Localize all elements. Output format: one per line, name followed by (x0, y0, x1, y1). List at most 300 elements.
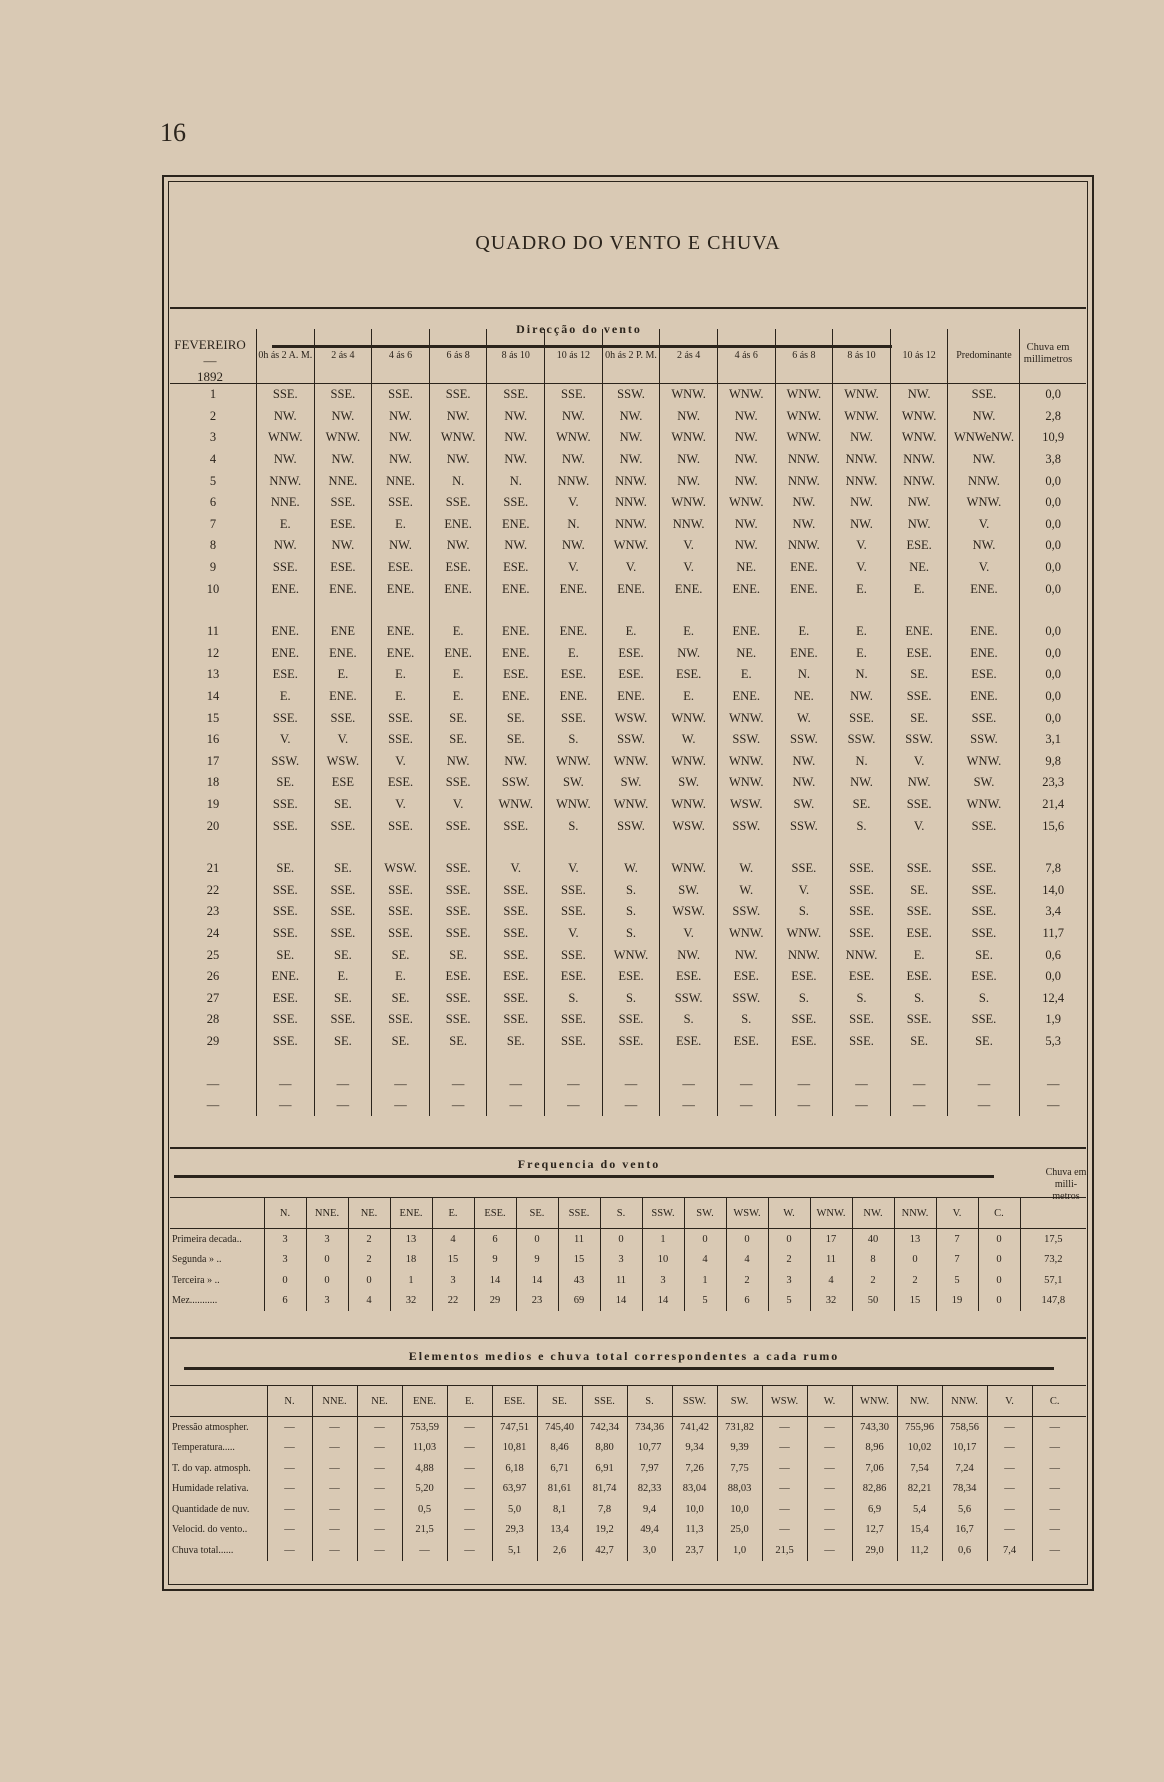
direction-cell: SSE. (833, 1009, 891, 1031)
predominant-cell: WNWeNW. (948, 427, 1020, 449)
direction-cell: SE. (487, 1031, 545, 1053)
element-cell: — (807, 1540, 852, 1561)
spacer-cell (1020, 837, 1086, 858)
direction-cell: WNW. (660, 384, 718, 406)
direction-cell: NW. (256, 449, 314, 471)
direction-cell: WNW. (717, 923, 775, 945)
direction-cell: WNW. (717, 707, 775, 729)
direction-cell: SSE. (890, 686, 948, 708)
spacer-cell (545, 837, 603, 858)
direction-column-header: E. (432, 1198, 474, 1229)
predominant-cell: WNW. (948, 751, 1020, 773)
element-cell: — (762, 1479, 807, 1500)
day-cell: 21 (206, 861, 220, 876)
direction-cell: ENE. (487, 621, 545, 643)
frequency-cell: 1 (684, 1270, 726, 1291)
frequency-cell: 2 (852, 1270, 894, 1291)
direction-cell: V. (833, 557, 891, 579)
direction-cell: SSE. (372, 923, 430, 945)
direction-cell: ESE. (775, 966, 833, 988)
direction-cell: S. (775, 987, 833, 1009)
direction-cell: NNW. (833, 449, 891, 471)
spacer-cell (256, 1052, 314, 1073)
direction-cell: V. (602, 557, 660, 579)
direction-cell: V. (890, 815, 948, 837)
direction-cell: V. (545, 557, 603, 579)
direction-cell: ESE. (487, 557, 545, 579)
direction-cell: V. (545, 858, 603, 880)
spacer-cell (545, 600, 603, 621)
frequency-cell: 10 (642, 1250, 684, 1271)
predominant-cell: NNW. (948, 470, 1020, 492)
direction-cell: — (660, 1073, 718, 1095)
element-cell: 758,56 (942, 1417, 987, 1438)
day-cell: — (206, 1098, 220, 1113)
element-cell: — (987, 1499, 1032, 1520)
direction-cell: WNW. (717, 772, 775, 794)
element-cell: 11,2 (897, 1540, 942, 1561)
element-cell: — (357, 1438, 402, 1459)
direction-cell: WNW. (833, 384, 891, 406)
spacer-cell (602, 837, 660, 858)
direction-cell: SE. (314, 794, 372, 816)
direction-cell: SSE. (545, 707, 603, 729)
direction-cell: ESE. (256, 987, 314, 1009)
direction-cell: SSW. (660, 987, 718, 1009)
direction-cell: — (372, 1095, 430, 1117)
direction-cell: N. (833, 664, 891, 686)
table-row (170, 751, 1086, 773)
direction-cell: ESE. (372, 557, 430, 579)
element-cell: — (762, 1417, 807, 1438)
direction-cell: ENE. (545, 686, 603, 708)
direction-cell: SW. (545, 772, 603, 794)
direction-cell: ENE. (717, 621, 775, 643)
predominant-cell: SSE. (948, 923, 1020, 945)
direction-cell: E. (660, 686, 718, 708)
table-row (170, 1291, 1086, 1312)
direction-cell: WSW. (314, 751, 372, 773)
direction-cell: E. (660, 621, 718, 643)
direction-cell: W. (717, 858, 775, 880)
frequency-cell: 9 (516, 1250, 558, 1271)
direction-cell: ESE. (602, 664, 660, 686)
direction-cell: NW. (890, 384, 948, 406)
spacer-cell (372, 1052, 430, 1073)
direction-cell: SSW. (256, 751, 314, 773)
element-cell: 9,4 (627, 1499, 672, 1520)
direction-cell: NNW. (890, 449, 948, 471)
direction-cell: E. (372, 686, 430, 708)
element-cell: — (267, 1479, 312, 1500)
element-cell: 10,17 (942, 1438, 987, 1459)
rain-cell: 14,0 (1020, 879, 1086, 901)
predominant-cell: WNW. (948, 492, 1020, 514)
element-cell: — (807, 1417, 852, 1438)
element-cell: 10,77 (627, 1438, 672, 1459)
element-cell: 5,0 (492, 1499, 537, 1520)
direction-cell: SE. (833, 794, 891, 816)
spacer-cell (256, 837, 314, 858)
frequency-cell: 50 (852, 1291, 894, 1312)
element-cell: — (1032, 1499, 1077, 1520)
frequency-cell: 5 (684, 1291, 726, 1312)
day-cell: 22 (206, 882, 220, 897)
rain-cell: 0,6 (1020, 944, 1086, 966)
direction-cell: SSE. (372, 1009, 430, 1031)
direction-cell: SSE. (545, 1009, 603, 1031)
rain-cell: 73,2 (1020, 1250, 1086, 1271)
direction-cell: — (775, 1073, 833, 1095)
predominant-cell: ESE. (948, 664, 1020, 686)
direction-cell: WNW. (660, 427, 718, 449)
element-cell: 9,34 (672, 1438, 717, 1459)
frequency-cell: 0 (978, 1291, 1020, 1312)
frequency-cell: 1 (642, 1229, 684, 1250)
direction-cell: V. (314, 729, 372, 751)
direction-column-header: SE. (537, 1386, 582, 1417)
direction-cell: SSE. (256, 707, 314, 729)
direction-cell: NNW. (545, 470, 603, 492)
rain-cell: 3,1 (1020, 729, 1086, 751)
direction-cell: SSE. (429, 987, 487, 1009)
direction-cell: E. (314, 966, 372, 988)
element-cell: 753,59 (402, 1417, 447, 1438)
spacer-cell (660, 837, 718, 858)
direction-column-header: C. (1032, 1386, 1077, 1417)
direction-cell: V. (833, 535, 891, 557)
direction-cell: SSE. (429, 901, 487, 923)
table-row (170, 1417, 1086, 1438)
direction-cell: WNW. (890, 406, 948, 428)
element-cell: — (357, 1540, 402, 1561)
direction-cell: NW. (717, 406, 775, 428)
direction-cell: SSE. (545, 944, 603, 966)
predominant-cell: ENE. (948, 578, 1020, 600)
direction-cell: ENE. (256, 578, 314, 600)
direction-cell: SSE. (487, 879, 545, 901)
direction-cell: NW. (314, 406, 372, 428)
direction-cell: WSW. (602, 707, 660, 729)
element-cell: — (267, 1499, 312, 1520)
frequency-cell: 15 (432, 1250, 474, 1271)
time-column-header: 8 ás 10 (833, 329, 891, 384)
table-row (170, 557, 1086, 579)
direction-cell: ESE. (487, 966, 545, 988)
day-cell: 2 (209, 408, 217, 423)
direction-cell: ESE. (372, 772, 430, 794)
direction-cell: ENE. (660, 578, 718, 600)
direction-cell: WNW. (660, 794, 718, 816)
direction-cell: NW. (487, 449, 545, 471)
direction-column-header: NE. (357, 1386, 402, 1417)
spacer-cell (545, 1052, 603, 1073)
elements-header: Elementos medios e chuva total correspondentes a cada rumo (408, 1349, 840, 1363)
frequency-cell: 29 (474, 1291, 516, 1312)
frequency-cell: 0 (264, 1270, 306, 1291)
direction-cell: SSE. (372, 492, 430, 514)
element-cell: 745,40 (537, 1417, 582, 1438)
rain-cell: 11,7 (1020, 923, 1086, 945)
direction-cell: WNW. (775, 427, 833, 449)
frequency-cell: 32 (390, 1291, 432, 1312)
direction-cell: S. (545, 815, 603, 837)
direction-cell: WNW. (602, 794, 660, 816)
spacer-cell (314, 1052, 372, 1073)
table-row (170, 470, 1086, 492)
element-cell: 42,7 (582, 1540, 627, 1561)
element-cell: 19,2 (582, 1520, 627, 1541)
element-cell: 6,71 (537, 1458, 582, 1479)
direction-cell: SSE. (429, 772, 487, 794)
rain-cell: 3,4 (1020, 901, 1086, 923)
direction-column-header: SW. (717, 1386, 762, 1417)
spacer-cell (487, 837, 545, 858)
element-cell: 82,33 (627, 1479, 672, 1500)
time-column-header: 0h ás 2 A. M. (256, 329, 314, 384)
direction-cell: SSE. (314, 384, 372, 406)
direction-cell: NNW. (602, 514, 660, 536)
direction-cell: SSE. (833, 707, 891, 729)
frequency-cell: 7 (936, 1229, 978, 1250)
element-cell: — (312, 1499, 357, 1520)
element-cell: 10,81 (492, 1438, 537, 1459)
direction-cell: SSW. (833, 729, 891, 751)
frequency-header: Frequencia do vento (517, 1157, 661, 1171)
predominant-cell: — (948, 1095, 1020, 1117)
direction-cell: WSW. (372, 858, 430, 880)
element-cell: 8,46 (537, 1438, 582, 1459)
direction-cell: SSE. (256, 901, 314, 923)
direction-cell: ESE. (660, 664, 718, 686)
element-cell: — (267, 1540, 312, 1561)
day-cell: 26 (206, 969, 220, 984)
direction-column-header: NNW. (894, 1198, 936, 1229)
direction-cell: SSW. (717, 729, 775, 751)
corner-cell (170, 1198, 264, 1229)
direction-cell: S. (602, 923, 660, 945)
direction-cell: NNW. (833, 944, 891, 966)
direction-cell: WNW. (660, 492, 718, 514)
direction-cell: ESE. (602, 643, 660, 665)
direction-cell: NW. (256, 535, 314, 557)
predominant-cell: NW. (948, 535, 1020, 557)
direction-cell: NW. (833, 492, 891, 514)
day-cell: 7 (209, 516, 217, 531)
frequency-cell: 0 (894, 1250, 936, 1271)
element-cell: 7,8 (582, 1499, 627, 1520)
direction-cell: SSE. (602, 1009, 660, 1031)
rain-cell: 0,0 (1020, 384, 1086, 406)
direction-cell: SSE. (487, 492, 545, 514)
element-cell: 742,34 (582, 1417, 627, 1438)
direction-cell: SE. (890, 1031, 948, 1053)
direction-cell: SSE. (833, 879, 891, 901)
spacer-cell (948, 600, 1020, 621)
direction-cell: NW. (717, 470, 775, 492)
direction-cell: NNW. (775, 535, 833, 557)
direction-cell: SSE. (429, 858, 487, 880)
direction-cell: NW. (775, 751, 833, 773)
corner-cell (170, 1386, 267, 1417)
element-cell: 12,7 (852, 1520, 897, 1541)
rain-cell: — (1020, 1095, 1086, 1117)
day-cell: 15 (206, 710, 220, 725)
direction-cell: SE. (314, 944, 372, 966)
predominant-cell: ENE. (948, 621, 1020, 643)
direction-cell: S. (833, 815, 891, 837)
spacer-cell (1077, 1386, 1086, 1417)
direction-cell: SSE. (429, 384, 487, 406)
direction-cell: NW. (372, 535, 430, 557)
direction-cell: V. (372, 794, 430, 816)
direction-cell: SSW. (890, 729, 948, 751)
frequency-cell: 5 (936, 1270, 978, 1291)
row-label: Chuva total...... (172, 1544, 234, 1556)
element-cell: — (987, 1458, 1032, 1479)
element-cell: 8,1 (537, 1499, 582, 1520)
predominant-cell: SSE. (948, 879, 1020, 901)
direction-cell: SW. (660, 879, 718, 901)
direction-cell: NW. (660, 643, 718, 665)
page-number: 16 (160, 118, 186, 147)
direction-column-header: WSW. (726, 1198, 768, 1229)
direction-header: Direcção do vento (516, 322, 642, 336)
direction-cell: SE. (256, 772, 314, 794)
direction-cell: ENE. (890, 621, 948, 643)
element-cell: 83,04 (672, 1479, 717, 1500)
element-cell: 29,3 (492, 1520, 537, 1541)
rain-cell: 10,9 (1020, 427, 1086, 449)
direction-cell: WNW. (717, 384, 775, 406)
direction-cell: — (314, 1073, 372, 1095)
frequency-cell: 0 (348, 1270, 390, 1291)
element-cell: 1,0 (717, 1540, 762, 1561)
table-row (170, 578, 1086, 600)
direction-cell: SE. (256, 858, 314, 880)
direction-cell: E. (717, 664, 775, 686)
element-cell: 5,1 (492, 1540, 537, 1561)
direction-cell: NE. (890, 557, 948, 579)
rain-cell: 3,8 (1020, 449, 1086, 471)
frequency-cell: 4 (726, 1250, 768, 1271)
element-cell: — (447, 1499, 492, 1520)
element-cell: 6,18 (492, 1458, 537, 1479)
row-label: Temperatura..... (172, 1442, 235, 1454)
day-cell: 4 (209, 452, 217, 467)
direction-cell: E. (890, 578, 948, 600)
direction-cell: NW. (429, 406, 487, 428)
element-cell: 6,91 (582, 1458, 627, 1479)
predominant-cell: ENE. (948, 643, 1020, 665)
element-cell: 15,4 (897, 1520, 942, 1541)
element-cell: — (987, 1438, 1032, 1459)
spacer-cell (170, 1052, 256, 1073)
direction-cell: ENE. (487, 643, 545, 665)
table-row (170, 966, 1086, 988)
direction-column-header: SW. (684, 1198, 726, 1229)
direction-column-header: NNW. (942, 1386, 987, 1417)
direction-cell: NW. (833, 686, 891, 708)
rain-cell: 15,6 (1020, 815, 1086, 837)
direction-cell: SSE. (833, 923, 891, 945)
element-cell: 8,96 (852, 1438, 897, 1459)
frequency-cell: 43 (558, 1270, 600, 1291)
element-cell: 7,75 (717, 1458, 762, 1479)
direction-cell: E. (314, 664, 372, 686)
direction-cell: NW. (717, 514, 775, 536)
frequency-cell: 5 (768, 1291, 810, 1312)
direction-cell: NNE. (372, 470, 430, 492)
element-cell: — (762, 1499, 807, 1520)
rain-cell: 0,0 (1020, 492, 1086, 514)
table-row (170, 1499, 1086, 1520)
direction-cell: W. (775, 707, 833, 729)
direction-cell: W. (602, 858, 660, 880)
direction-cell: V. (890, 751, 948, 773)
frequency-cell: 2 (348, 1250, 390, 1271)
direction-cell: SSE. (256, 557, 314, 579)
direction-cell: SE. (256, 944, 314, 966)
frequency-cell: 3 (264, 1229, 306, 1250)
table-row (170, 406, 1086, 428)
direction-cell: ENE. (372, 621, 430, 643)
spacer-cell (1077, 1520, 1086, 1541)
direction-cell: V. (545, 492, 603, 514)
day-cell: 16 (206, 732, 220, 747)
direction-column-header: ENE. (390, 1198, 432, 1229)
element-cell: 10,0 (717, 1499, 762, 1520)
direction-column-header: WSW. (762, 1386, 807, 1417)
direction-cell: ENE. (775, 578, 833, 600)
frequency-cell: 11 (810, 1250, 852, 1271)
direction-cell: SE. (487, 707, 545, 729)
spacer-cell (660, 600, 718, 621)
direction-cell: SSE. (256, 794, 314, 816)
spacer-cell (429, 837, 487, 858)
row-label: Primeira decada.. (172, 1233, 242, 1245)
row-label: Quantidade de nuv. (172, 1503, 250, 1515)
spacer-cell (602, 600, 660, 621)
direction-column-header: ESE. (492, 1386, 537, 1417)
direction-cell: SSW. (602, 384, 660, 406)
direction-cell: S. (602, 987, 660, 1009)
direction-cell: V. (775, 879, 833, 901)
month-dash: — (203, 353, 217, 368)
direction-cell: SSE. (314, 1009, 372, 1031)
direction-cell: ESE. (256, 664, 314, 686)
element-cell: — (987, 1479, 1032, 1500)
direction-cell: NW. (487, 406, 545, 428)
element-cell: — (312, 1540, 357, 1561)
element-cell: — (807, 1458, 852, 1479)
direction-cell: E. (890, 944, 948, 966)
direction-cell: SSE. (256, 879, 314, 901)
direction-cell: ESE. (314, 557, 372, 579)
frequency-cell: 3 (642, 1270, 684, 1291)
day-cell: 6 (209, 495, 217, 510)
element-cell: — (312, 1520, 357, 1541)
predominant-cell: S. (948, 987, 1020, 1009)
frequency-cell: 0 (978, 1250, 1020, 1271)
direction-cell: NNW. (890, 470, 948, 492)
direction-cell: WNW. (890, 427, 948, 449)
frequency-cell: 6 (474, 1229, 516, 1250)
row-label: Segunda » .. (172, 1254, 222, 1266)
direction-cell: E. (602, 621, 660, 643)
element-cell: 10,0 (672, 1499, 717, 1520)
frequency-table (170, 1197, 1086, 1311)
